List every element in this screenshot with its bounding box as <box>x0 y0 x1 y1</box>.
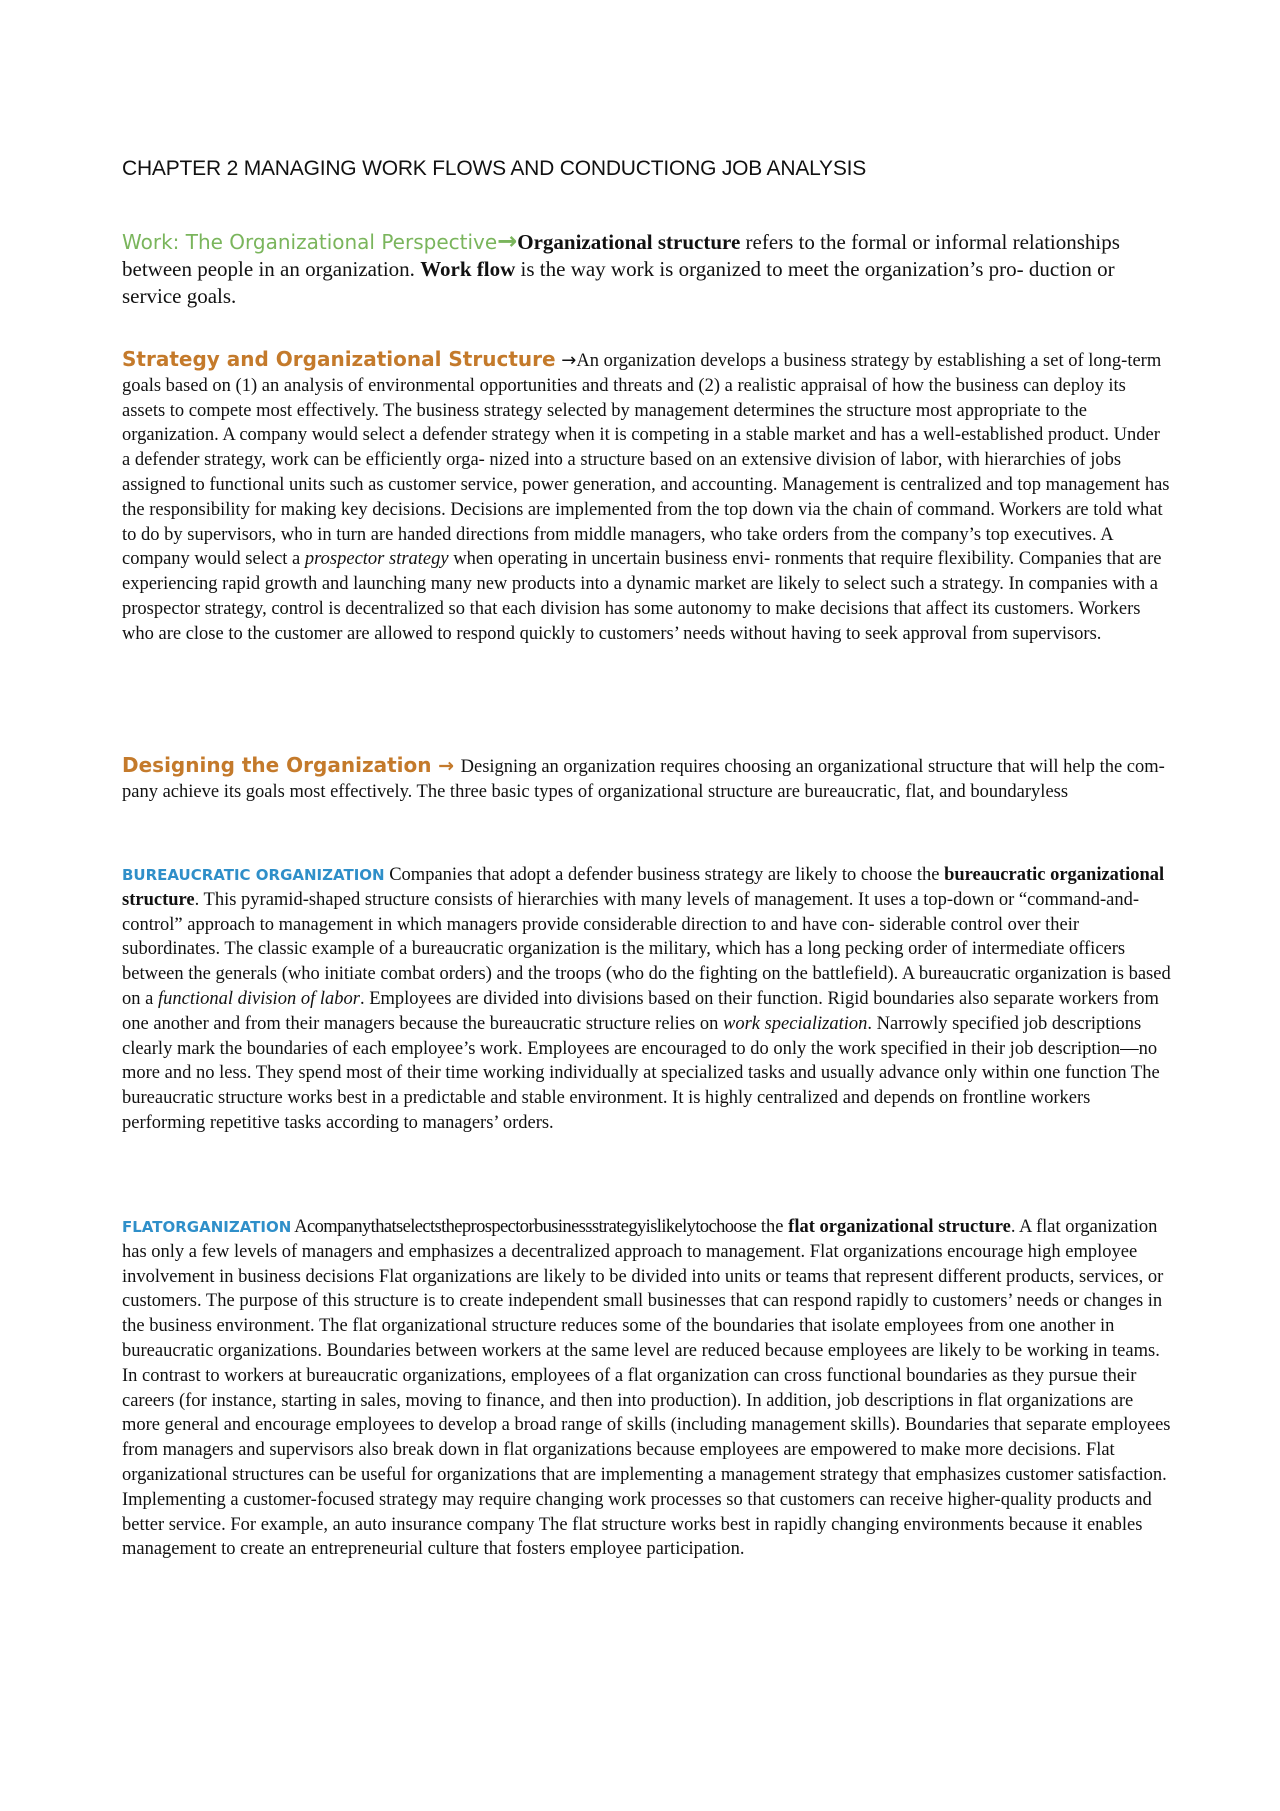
term-work-specialization: work specialization <box>722 1013 868 1034</box>
section-heading: FLATORGANIZATION <box>122 1218 292 1236</box>
term-bureaucratic-structure: bureaucratic organizational structure <box>122 865 1165 910</box>
paragraph-text: Designing an organization requires choosing an organizational structure that will help the com- pany achieve its goals most effectively. The three basic types of organizational structure are bureaucratic, flat, and boundaryless <box>122 757 1165 802</box>
section-flat <box>122 1215 1172 1562</box>
section-designing <box>122 753 1172 805</box>
paragraph-text: refers to the formal or informal relationships between people in an organization. <box>122 230 1120 281</box>
paragraph-text: when operating in uncertain business envi- ronments that require flexibility. Companies that are experiencing rapid growth and launching many new products into a dynamic market are likely to select such a strategy. In companies with a prospector strategy, control is decentralized so that each division has some autonomy to make decisions that affect its customers. Workers who are close to the customer are allowed to respond quickly to customers’ needs without having to seek approval from supervisors. <box>122 549 1162 644</box>
arrow-right-icon: → <box>497 227 518 255</box>
paragraph-text: is the way work is organized to meet the organization’s pro- duction or service goals. <box>122 257 1115 308</box>
section-heading: Strategy and Organizational Structure <box>122 347 556 371</box>
paragraph-text: . This pyramid-shaped structure consists of hierarchies with many levels of management. It uses a top-down or “command-and-control” approach to management in which managers provide considerable direction to and have con- siderable control over their subordinates. The classic example of a bureaucratic organization is the military, which has a long pecking order of intermediate officers between the generals (who initiate combat orders) and the troops (who do the fighting on the battlefield). A bureaucratic organization is based on a <box>122 889 1171 1009</box>
term-work-flow: Work flow <box>420 257 516 281</box>
paragraph-text: . Employees are divided into divisions based on their function. Rigid boundaries also separate workers from one another and from their managers because the bureaucratic structure relies on <box>122 988 1159 1034</box>
section-heading: Designing the Organization <box>122 753 432 777</box>
paragraph-text: the <box>756 1217 789 1237</box>
term-prospector-strategy: prospector strategy <box>304 549 449 570</box>
paragraph-text: Companies that adopt a defender business strategy are likely to choose the <box>384 865 945 885</box>
section-strategy <box>122 347 1172 647</box>
section-work-perspective <box>122 228 1172 310</box>
paragraph-text: An organization develops a business strategy by establishing a set of long-term goals based on (1) an analysis of environmental opportunities and threats and (2) a realistic appraisal of how the business can deploy its assets to compete most effectively. The business strategy selected by management determines the structure most appropriate to the organization. A company would select a defender strategy when it is competing in a stable market and has a well-established product. Under a defender strategy, work can be efficiently orga- nized into a structure based on an extensive division of labor, with hierarchies of jobs assigned to functional units such as customer service, power generation, and accounting. Management is centralized and top management has the responsibility for making key decisions. Decisions are implemented from the top down via the chain of command. Workers are told what to do by supervisors, who in turn are handed directions from middle managers, who take orders from the company’s top executives. A company would select a <box>122 351 1170 570</box>
arrow-right-icon: → <box>555 350 577 371</box>
chapter-title: CHAPTER 2 MANAGING WORK FLOWS AND CONDUCTIONG JOB ANALYSIS <box>122 157 867 180</box>
term-organizational-structure: Organizational structure <box>517 230 741 254</box>
paragraph-text: Acompanythatselectstheprospectorbusinessstrategyislikelytochoose <box>291 1217 757 1237</box>
term-flat-structure: flat organizational structure <box>788 1217 1011 1237</box>
paragraph-text: . Narrowly specified job descriptions clearly mark the boundaries of each employee’s work. Employees are encouraged to do only the work specified in their job description—no more and no less. They spend most of their time working individually at specialized tasks and usually advance only within one function The bureaucratic structure works best in a predictable and stable environment. It is highly centralized and depends on frontline workers performing repetitive tasks according to managers’ orders. <box>122 1013 1160 1133</box>
section-heading: BUREAUCRATIC ORGANIZATION <box>122 866 385 884</box>
paragraph-text: . A flat organization has only a few levels of managers and emphasizes a decentralized approach to management. Flat organizations encourage high employee involvement in business decisions Flat organizations are likely to be divided into units or teams that represent different products, services, or customers. The purpose of this structure is to create independent small businesses that can respond rapidly to customers’ needs or changes in the business environment. The flat organizational structure reduces some of the boundaries that isolate employees from one another in bureaucratic organizations. Boundaries between workers at the same level are reduced because employees are likely to be working in teams. In contrast to workers at bureaucratic organizations, employees of a flat organization can cross functional boundaries as they pursue their careers (for instance, starting in sales, moving to finance, and then into production). In addition, job descriptions in flat organizations are more general and encourage employees to develop a broad range of skills (including management skills). Boundaries that separate employees from managers and supervisors also break down in flat organizations because employees are empowered to make more decisions. Flat organizational structures can be useful for organizations that are implementing a management strategy that emphasizes customer satisfaction. Implementing a customer-focused strategy may require changing work processes so that customers can receive higher-quality products and better service. For example, an auto insurance company The flat structure works best in rapidly changing environments because it enables management to create an entrepreneurial culture that fosters employee participation. <box>122 1217 1171 1560</box>
section-heading: Work: The Organizational Perspective <box>122 230 498 254</box>
arrow-right-icon: → <box>431 755 461 777</box>
section-bureaucratic <box>122 863 1172 1136</box>
term-functional-division: functional division of labor <box>157 988 360 1009</box>
